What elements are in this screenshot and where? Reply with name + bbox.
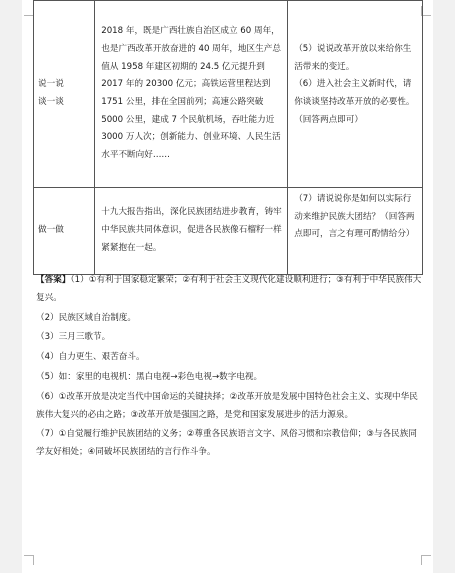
- answer-section: [36, 272, 424, 462]
- answer-7: （7）①自觉履行维护民族团结的义务；②尊重各民族语言文字、风俗习惯和宗教信仰；③与各民族同学友好相处；④同破坏民族团结的言行作斗争。: [36, 429, 417, 458]
- answer-2: （2）民族区域自治制度。: [36, 312, 136, 323]
- answer-3: （3）三月三歌节。: [36, 332, 111, 343]
- question-cell: [288, 188, 423, 275]
- material-cell: [95, 188, 288, 275]
- material-cell: [95, 1, 288, 188]
- answer-6: （6）①改革开放是决定当代中国命运的关键抉择；②改革开放是发展中国特色社会主义、实现中华民族伟大复兴的必由之路；③改革开放是强国之路，是党和国家发展进步的活力源泉。: [36, 391, 418, 420]
- material-text: 十九大报告指出，深化民族团结进步教育，铸牢中华民族共同体意识，促进各民族像石榴籽一样紧紧抱在一起。: [101, 207, 282, 253]
- document-page: [22, 0, 433, 573]
- row-label-cell: [34, 1, 95, 188]
- table-row: [34, 1, 423, 188]
- table-row: [34, 188, 423, 275]
- row-label: 说一说 谈一谈: [38, 79, 64, 107]
- page-corner-mark: [421, 555, 431, 565]
- question-text: （5）说说改革开放以来给你生活带来的变迁。 （6）进入社会主义新时代，请你谈谈坚持改革开放的必要性。（回答两点即可）: [294, 44, 415, 125]
- answer-label: 【答案】: [36, 275, 71, 285]
- answer-4: （4）自力更生、艰苦奋斗。: [36, 352, 145, 363]
- page-corner-mark: [24, 555, 34, 565]
- activity-table: [33, 0, 423, 275]
- answer-5: （5）如：家里的电视机：黑白电视→彩色电视→数字电视。: [36, 371, 263, 382]
- answer-1: [36, 272, 424, 308]
- question-cell: [288, 1, 423, 188]
- question-text: （7）请说说你是如何以实际行动来维护民族大团结？（回答两点即可，言之有理可酌情给分）: [294, 194, 415, 240]
- row-label-cell: [34, 188, 95, 275]
- answer-1-text: （1）①有利于国家稳定繁荣；②有利于社会主义现代化建设顺利进行；③有利于中华民族伟大复兴。: [36, 275, 422, 303]
- row-label: 做一做: [38, 225, 64, 236]
- material-text: 2018 年，既是广西壮族自治区成立 60 周年，也是广西改革开放奋进的 40 周年，地区生产总值从 1958 年建区初期的 24.5 亿元提升到 2017 年的 20300 亿元；高铁运营里程达到 1751 公里，排在全国前列；高速公路突破 5000 公里，建成 7 个民航机场，吞吐能力近 3000 万人次；创新能力、创业环境、人民生活水平不断向好……: [101, 26, 281, 161]
